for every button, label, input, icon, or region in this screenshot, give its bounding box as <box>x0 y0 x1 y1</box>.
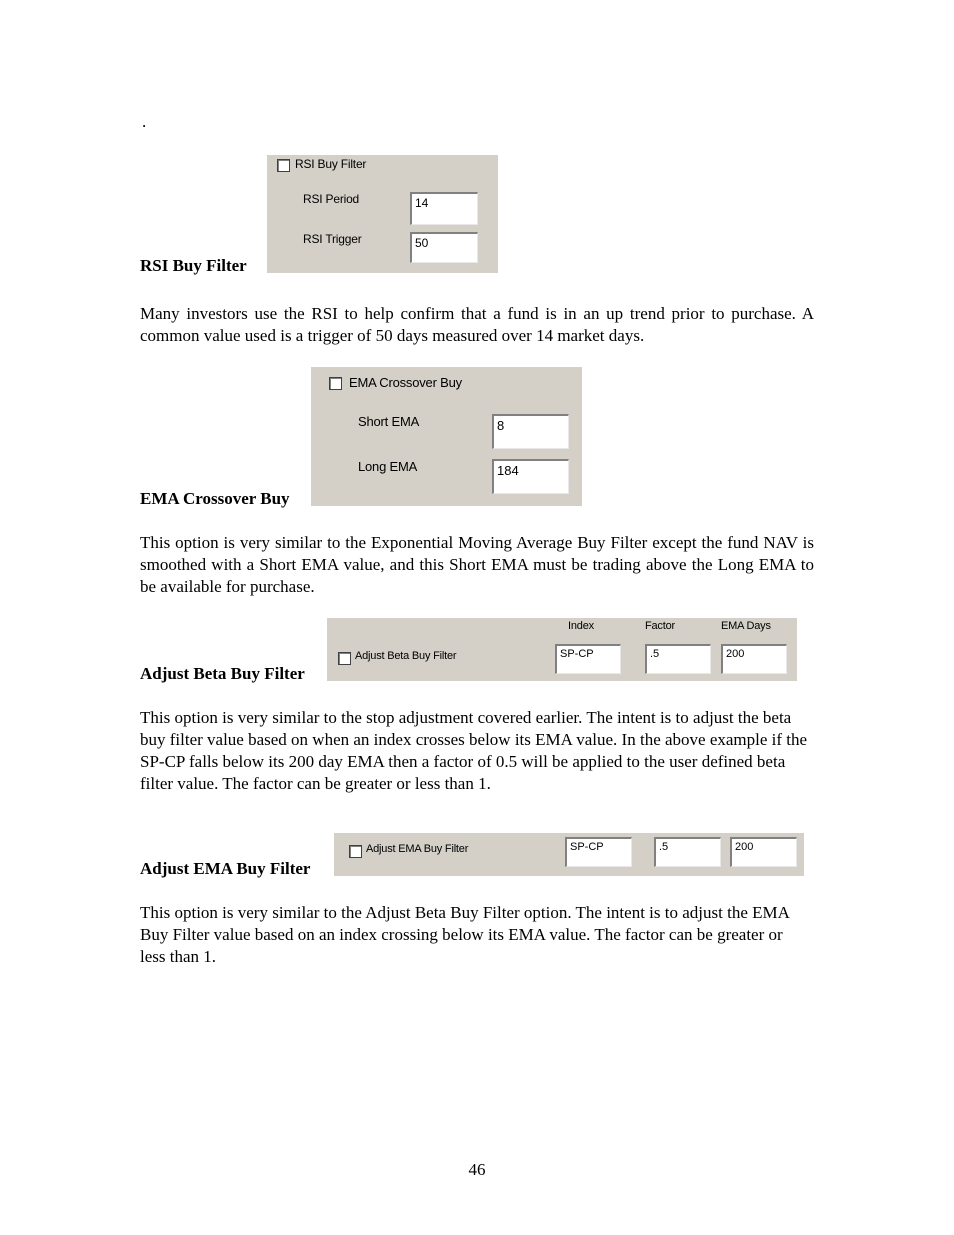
ema-days-column-header: EMA Days <box>721 620 771 632</box>
rsi-paragraph: Many investors use the RSI to help confirm that a fund is in an up trend prior to purchase. A common value used is a trigger of 50 days measured over 14 market days. <box>140 304 814 345</box>
rsi-buy-filter-checkbox[interactable] <box>277 159 290 172</box>
page-number: 46 <box>468 1160 486 1179</box>
ema-crossover-buy-panel <box>311 367 582 506</box>
adjust-ema-buy-filter-checkbox[interactable] <box>349 845 362 858</box>
long-ema-label: Long EMA <box>358 459 418 474</box>
ema-crossover-paragraph: This option is very similar to the Exponential Moving Average Buy Filter except the fund NAV is smoothed with a Short EMA value, and this Short EMA must be trading above the Long EMA to be available for purchase. <box>140 533 814 596</box>
short-ema-input[interactable]: 8 <box>492 414 569 449</box>
factor-column-header: Factor <box>645 620 675 632</box>
adjust-beta-factor-input[interactable]: .5 <box>645 644 711 674</box>
rsi-buy-filter-checkbox-label: RSI Buy Filter <box>295 157 367 171</box>
adjust-beta-ema-days-input[interactable]: 200 <box>721 644 787 674</box>
adjust-ema-factor-input[interactable]: .5 <box>654 837 721 867</box>
adjust-beta-paragraph: This option is very similar to the stop adjustment covered earlier. The intent is to adjust the beta buy filter value based on when an index crosses below its EMA value. In the above example if the SP-CP falls below its 200 day EMA then a factor of 0.5 will be applied to the user defined beta filter value. The factor can be greater or less than 1. <box>140 708 808 793</box>
index-column-header: Index <box>568 620 594 632</box>
ema-crossover-buy-caption: EMA Crossover Buy <box>140 489 290 508</box>
adjust-ema-buy-filter-caption: Adjust EMA Buy Filter <box>140 859 311 878</box>
adjust-ema-buy-filter-panel <box>334 833 804 876</box>
adjust-beta-buy-filter-caption: Adjust Beta Buy Filter <box>140 664 305 683</box>
rsi-period-input[interactable]: 14 <box>410 192 478 225</box>
adjust-beta-buy-filter-panel <box>327 618 797 681</box>
adjust-ema-index-input[interactable]: SP-CP <box>565 837 632 867</box>
rsi-trigger-input[interactable]: 50 <box>410 232 478 263</box>
adjust-ema-paragraph: This option is very similar to the Adjust Beta Buy Filter option. The intent is to adjust the EMA Buy Filter value based on an index crossing below its EMA value. The factor can be greater or less than 1. <box>140 903 789 966</box>
adjust-ema-buy-filter-checkbox-label: Adjust EMA Buy Filter <box>366 843 469 855</box>
adjust-ema-ema-days-input[interactable]: 200 <box>730 837 797 867</box>
rsi-trigger-label: RSI Trigger <box>303 232 362 246</box>
long-ema-input[interactable]: 184 <box>492 459 569 494</box>
adjust-beta-buy-filter-checkbox[interactable] <box>338 652 351 665</box>
adjust-beta-index-input[interactable]: SP-CP <box>555 644 621 674</box>
short-ema-label: Short EMA <box>358 414 420 429</box>
rsi-buy-filter-caption: RSI Buy Filter <box>140 256 247 275</box>
ema-crossover-buy-checkbox[interactable] <box>329 377 342 390</box>
ema-crossover-buy-checkbox-label: EMA Crossover Buy <box>349 375 462 390</box>
rsi-buy-filter-panel <box>267 155 498 273</box>
adjust-beta-buy-filter-checkbox-label: Adjust Beta Buy Filter <box>355 650 457 662</box>
leading-mark: . <box>142 112 147 131</box>
rsi-period-label: RSI Period <box>303 192 360 206</box>
